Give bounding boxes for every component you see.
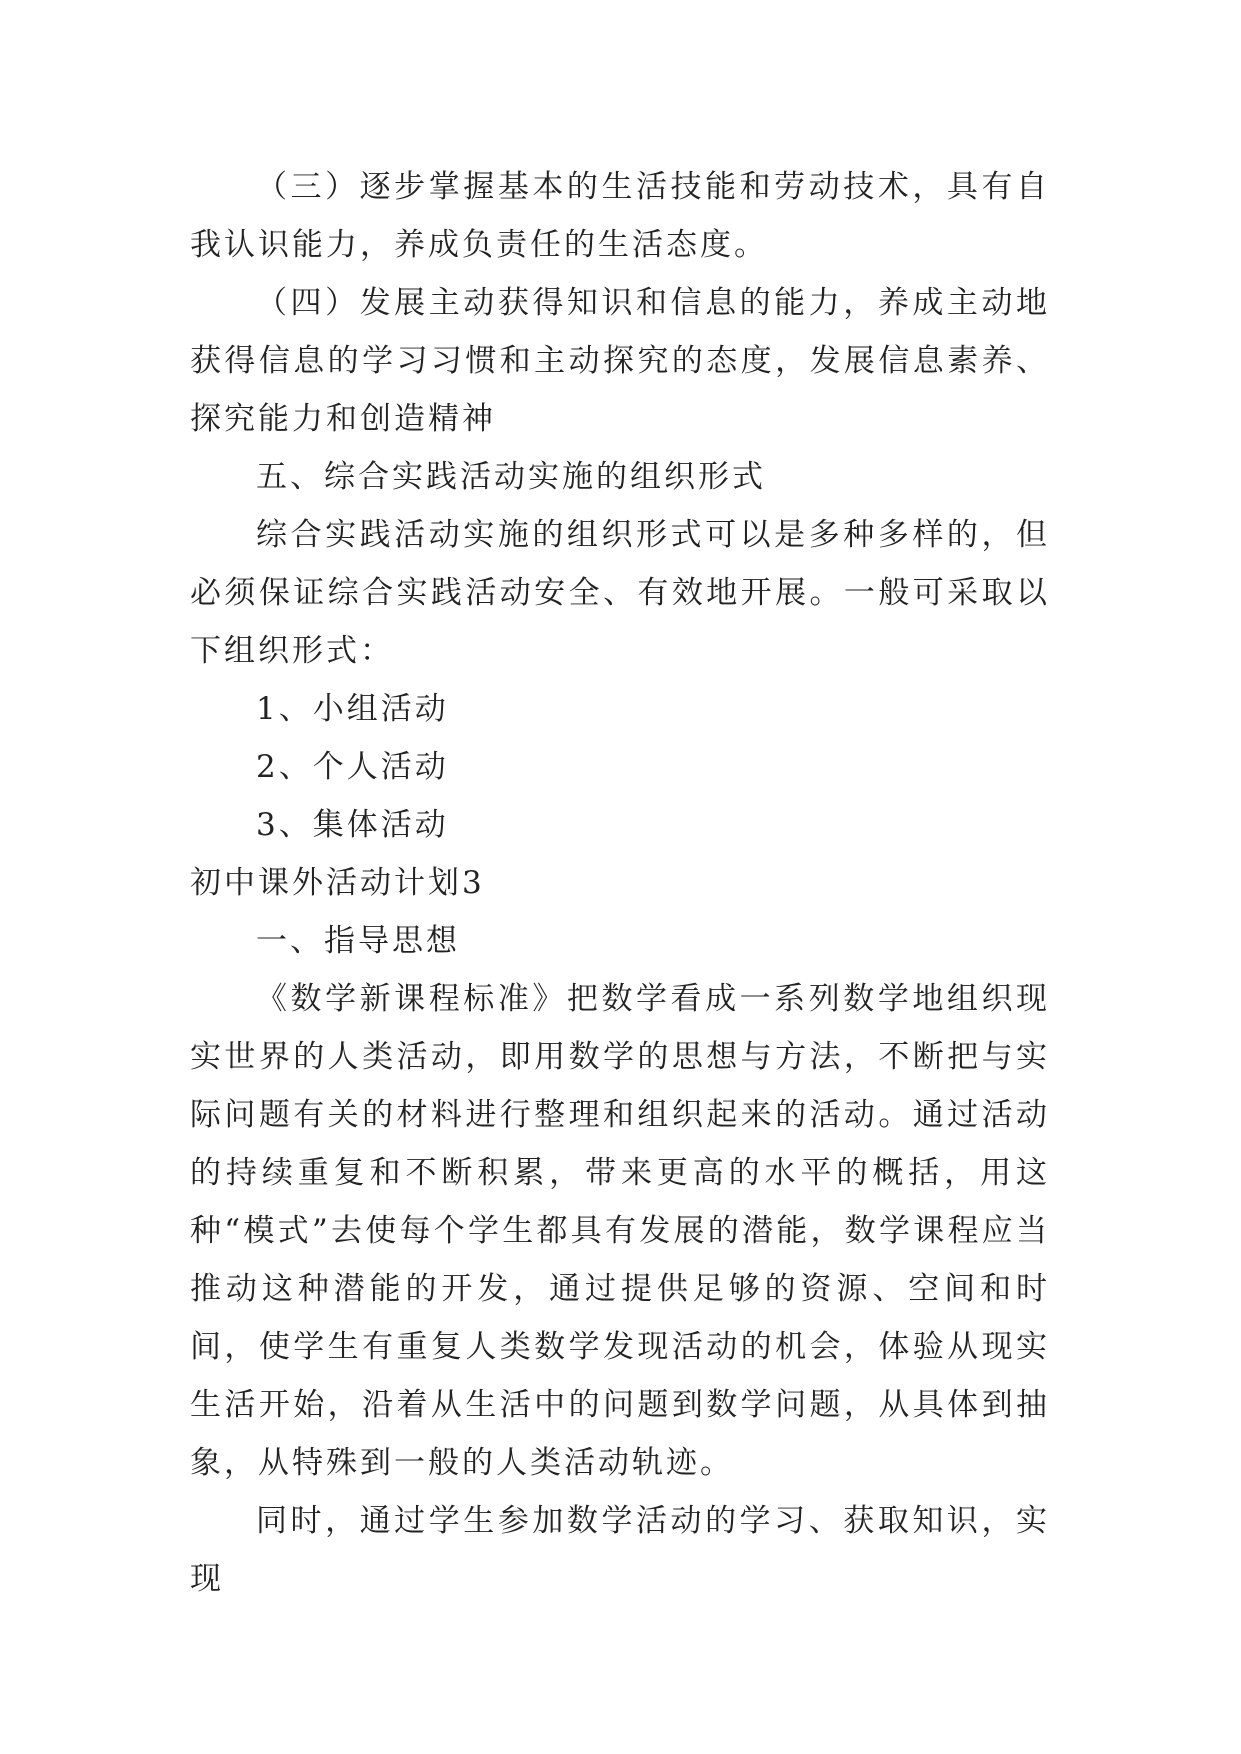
paragraph-goal-three: （三）逐步掌握基本的生活技能和劳动技术，具有自我认识能力，养成负责任的生活态度。 bbox=[190, 169, 1050, 263]
paragraph-math-curriculum-standard: 《数学新课程标准》把数学看成一系列数学地组织现实世界的人类活动，即用数学的思想与方法，不断把与实际问题有关的材料进行整理和组织起来的活动。通过活动的持续重复和不断积累，带来更高的水平的概括，用这种“模式”去使每个学生都具有发展的潜能，数学课程应当推动这种潜能的开发，通过提供足够的资源、空间和时间，使学生有重复人类数学发现活动的机会，体验从现实生活开始，沿着从生活中的问题到数学问题，从具体到抽象，从特殊到一般的人类活动轨迹。 bbox=[190, 981, 1050, 1481]
document-body bbox=[190, 158, 1050, 1608]
paragraph-goal-four: （四）发展主动获得知识和信息的能力，养成主动地获得信息的学习习惯和主动探究的态度，发展信息素养、探究能力和创造精神 bbox=[190, 285, 1050, 437]
list-item-individual-activity: 2、个人活动 bbox=[256, 749, 449, 785]
section-heading-guiding-ideology: 一、指导思想 bbox=[256, 923, 460, 959]
document-section-title: 初中课外活动计划3 bbox=[190, 865, 485, 901]
paragraph-organization-forms: 综合实践活动实施的组织形式可以是多种多样的，但必须保证综合实践活动安全、有效地开展。一般可采取以下组织形式： bbox=[190, 517, 1050, 669]
section-heading-organization-forms: 五、综合实践活动实施的组织形式 bbox=[256, 459, 766, 495]
paragraph-math-activity-learning: 同时，通过学生参加数学活动的学习、获取知识，实现 bbox=[190, 1503, 1050, 1597]
list-item-collective-activity: 3、集体活动 bbox=[256, 807, 449, 843]
list-item-group-activity: 1、小组活动 bbox=[256, 691, 449, 727]
